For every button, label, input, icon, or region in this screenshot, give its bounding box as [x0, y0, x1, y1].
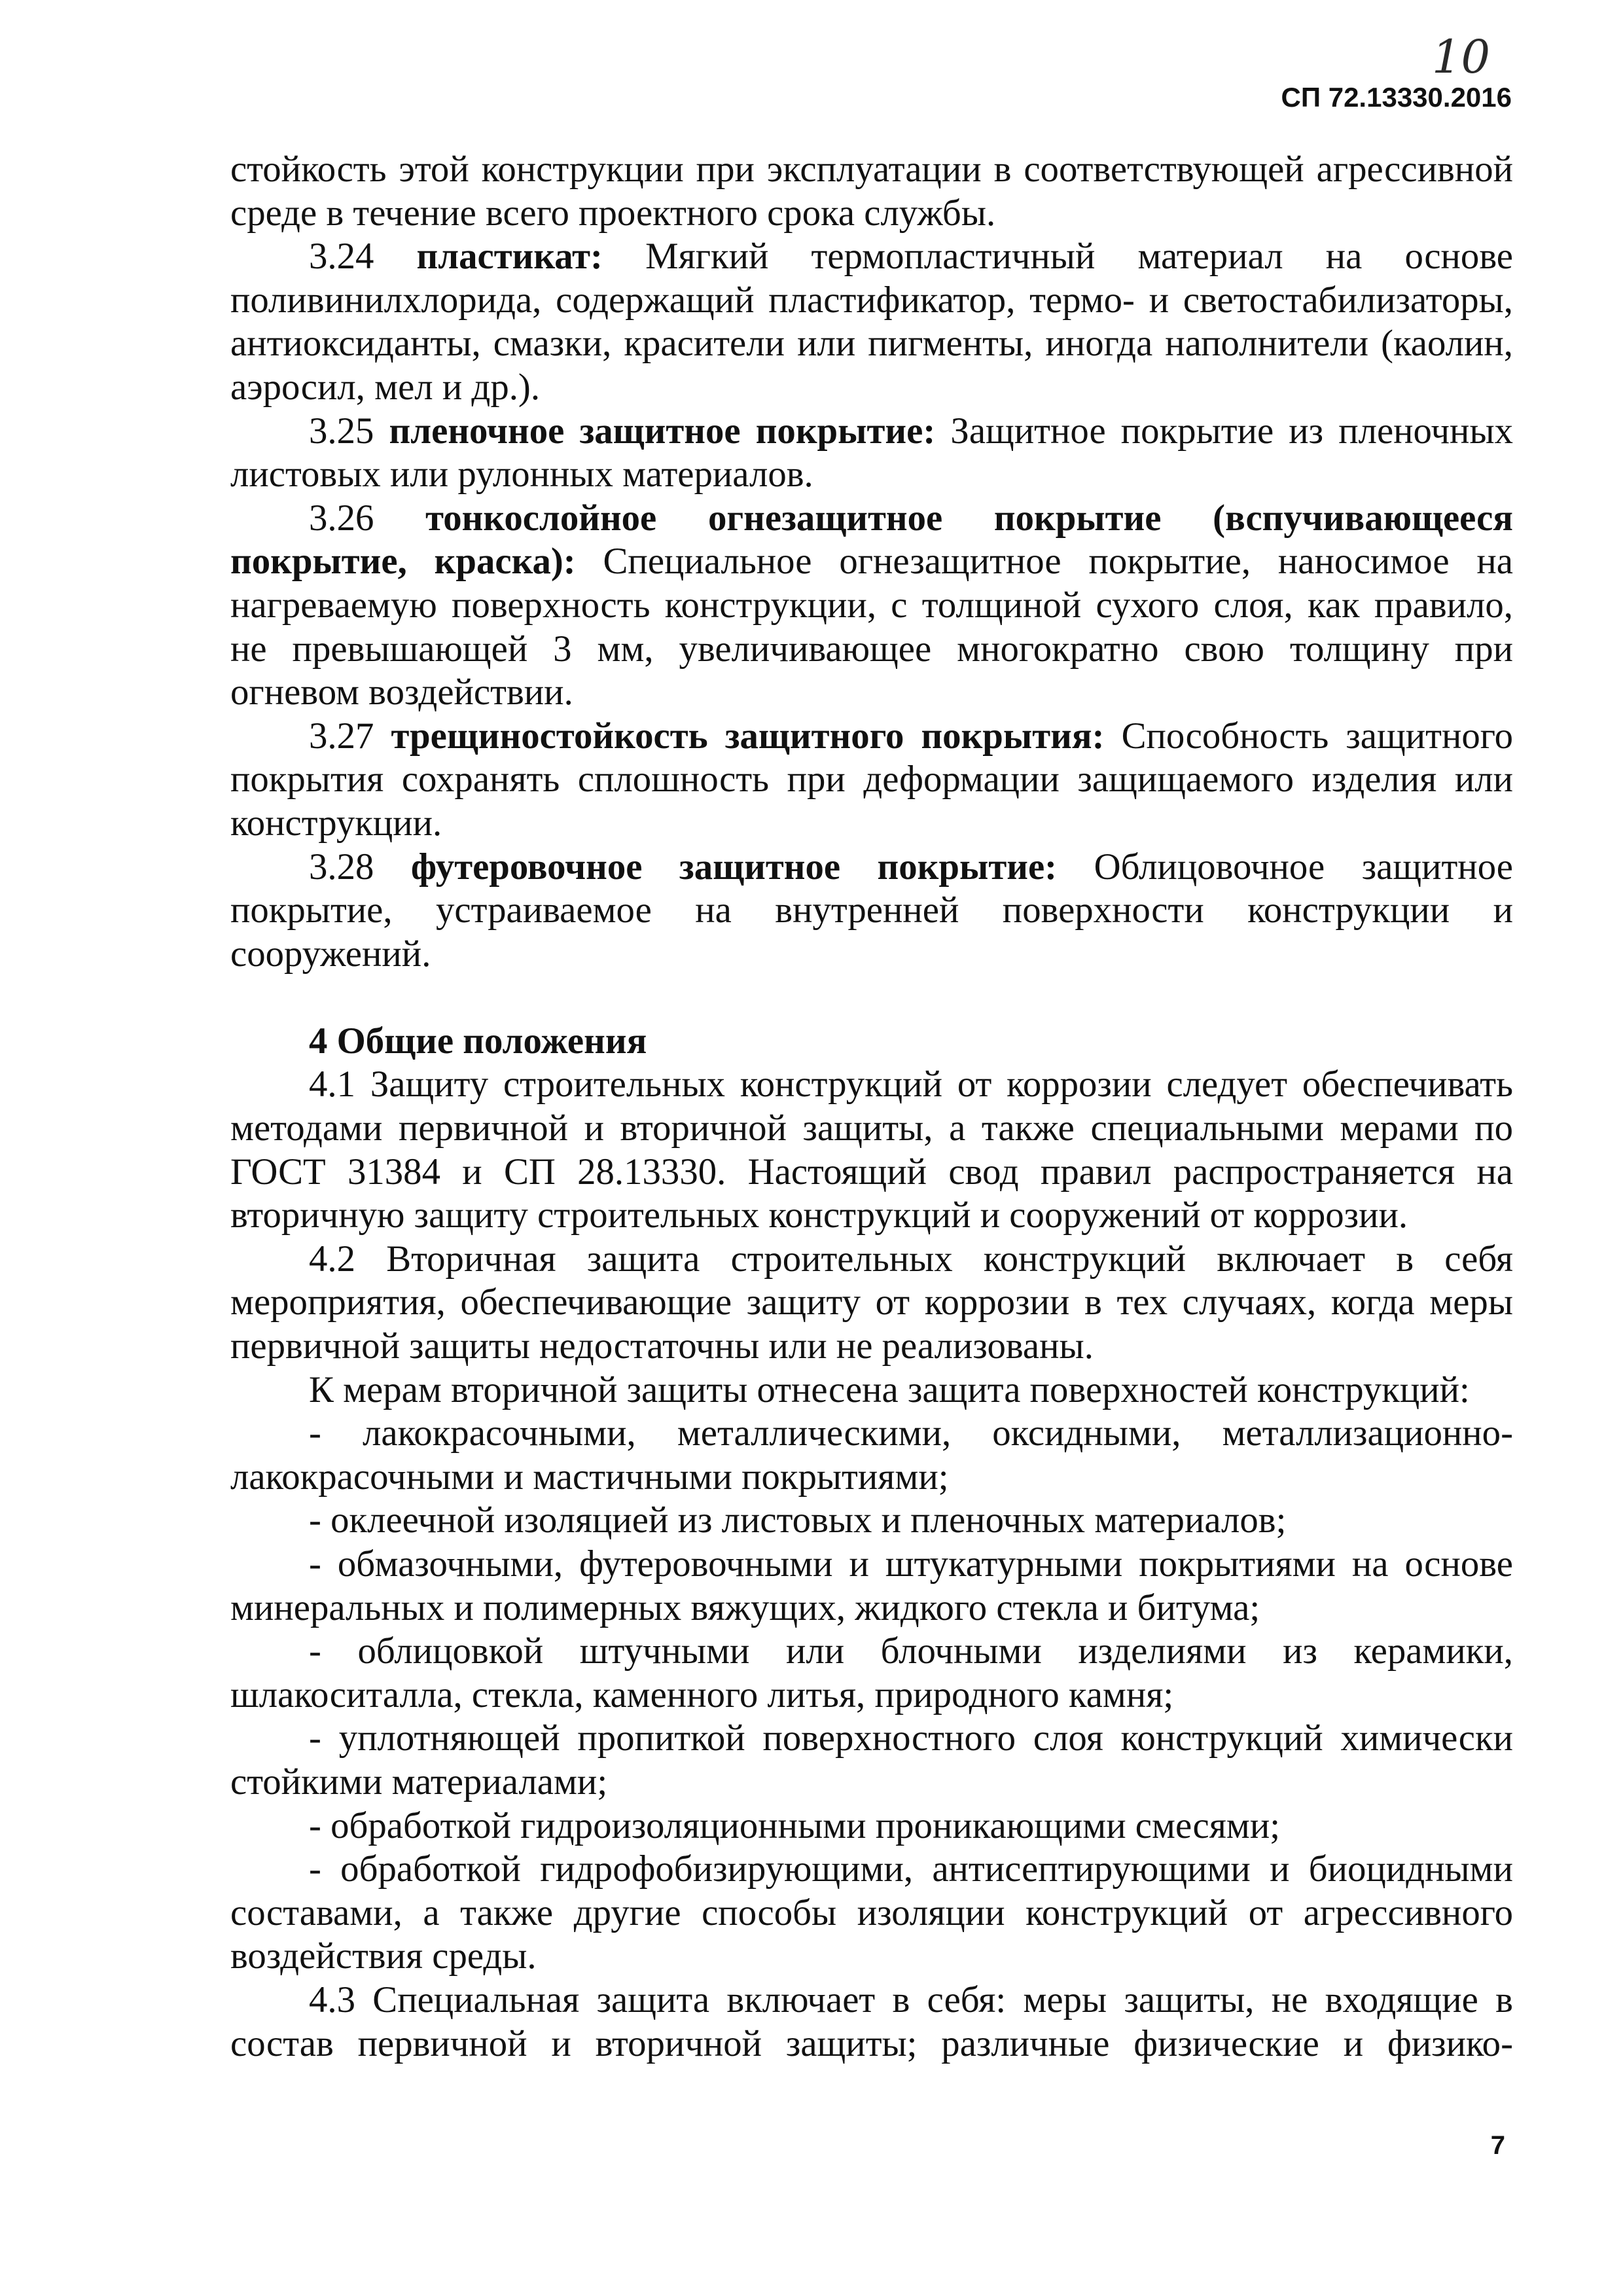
clause-number: 3.24	[309, 236, 374, 278]
clause-number: 3.27	[309, 715, 374, 757]
definition-text: Способность защитного покрытия сохранять сплошность при деформации защищаемого изделия или конструкции.	[230, 715, 1514, 844]
defined-term: трещиностойкость защитного покрытия:	[391, 715, 1105, 757]
definition-text: Мягкий термопластичный материал на основе поливинилхлорида, содержащий пластификатор, термо- и светостабилизаторы, антиоксиданты, смазки, красители или пигменты, иногда наполнители (каолин, аэросил, мел и др.).	[230, 236, 1514, 408]
clause-4-2: 4.2 Вторичная защита строительных конструкций включает в себя мероприятия, обеспечивающие защиту от коррозии в тех случаях, когда меры первичной защиты недостаточны или не реализованы.	[230, 1238, 1513, 1367]
handwritten-page-mark: 10	[1432, 30, 1491, 84]
page-number: 7	[1490, 2131, 1505, 2160]
list-item: - уплотняющей пропиткой поверхностного слоя конструкций химически стойкими материалами;	[230, 1717, 1513, 1803]
document-body	[230, 148, 1513, 2066]
paragraph-continuation: стойкость этой конструкции при эксплуатации в соответствующей агрессивной среде в течение всего проектного срока службы.	[230, 149, 1513, 234]
definition-text: Специальное огнезащитное покрытие, наносимое на нагреваемую поверхность конструкции, с толщиной сухого слоя, как правило, не превышающей 3 мм, увеличивающее многократно свою толщину при огневом воздействии.	[230, 541, 1514, 713]
definition-3-24	[230, 235, 1513, 409]
defined-term: футеровочное защитное покрытие:	[410, 846, 1058, 888]
defined-term: тонкослойное огнезащитное покрытие (вспучивающееся покрытие, краска):	[230, 497, 1514, 583]
definition-text: Защитное покрытие из пленочных листовых или рулонных материалов.	[230, 410, 1514, 495]
document-code: СП 72.13330.2016	[1281, 82, 1512, 113]
list-item: - облицовкой штучными или блочными изделиями из керамики, шлакоситалла, стекла, каменного литья, природного камня;	[230, 1630, 1513, 1715]
definition-3-26	[230, 497, 1513, 715]
list-item: - обработкой гидроизоляционными проникающими смесями;	[309, 1804, 1281, 1846]
list-item: - обработкой гидрофобизирующими, антисептирующими и биоцидными составами, а также другие способы изоляции конструкций от агрессивного воздействия среды.	[230, 1848, 1513, 1977]
defined-term: пленочное защитное покрытие:	[389, 410, 936, 452]
list-item: - оклеечной изоляцией из листовых и пленочных материалов;	[309, 1499, 1287, 1541]
measures-intro: К мерам вторичной защиты отнесена защита поверхностей конструкций:	[309, 1369, 1470, 1410]
definition-text: Облицовочное защитное покрытие, устраиваемое на внутренней поверхности конструкции и сооружений.	[230, 846, 1514, 975]
clause-number: 3.25	[309, 410, 374, 452]
section-heading: 4 Общие положения	[309, 1020, 647, 1062]
list-item: - обмазочными, футеровочными и штукатурными покрытиями на основе минеральных и полимерных вяжущих, жидкого стекла и битума;	[230, 1543, 1513, 1628]
clause-4-3: 4.3 Специальная защита включает в себя: меры защиты, не входящие в состав первичной и вторичной защиты; различные физические и физико-	[230, 1979, 1513, 2064]
defined-term: пластикат:	[416, 236, 603, 278]
definition-3-25	[230, 410, 1513, 497]
list-item: - лакокрасочными, металлическими, оксидными, металлизационно-лакокрасочными и мастичными покрытиями;	[230, 1412, 1513, 1498]
clause-number: 3.26	[309, 497, 374, 539]
clause-4-1: 4.1 Защиту строительных конструкций от коррозии следует обеспечивать методами первичной и вторичной защиты, а также специальными мерами по ГОСТ 31384 и СП 28.13330. Настоящий свод правил распространяется на вторичную защиту строительных конструкций и сооружений от коррозии.	[230, 1064, 1513, 1236]
section-spacer	[230, 976, 1513, 1020]
definition-3-28	[230, 846, 1513, 977]
clause-number: 3.28	[309, 846, 374, 888]
definition-3-27	[230, 715, 1513, 846]
